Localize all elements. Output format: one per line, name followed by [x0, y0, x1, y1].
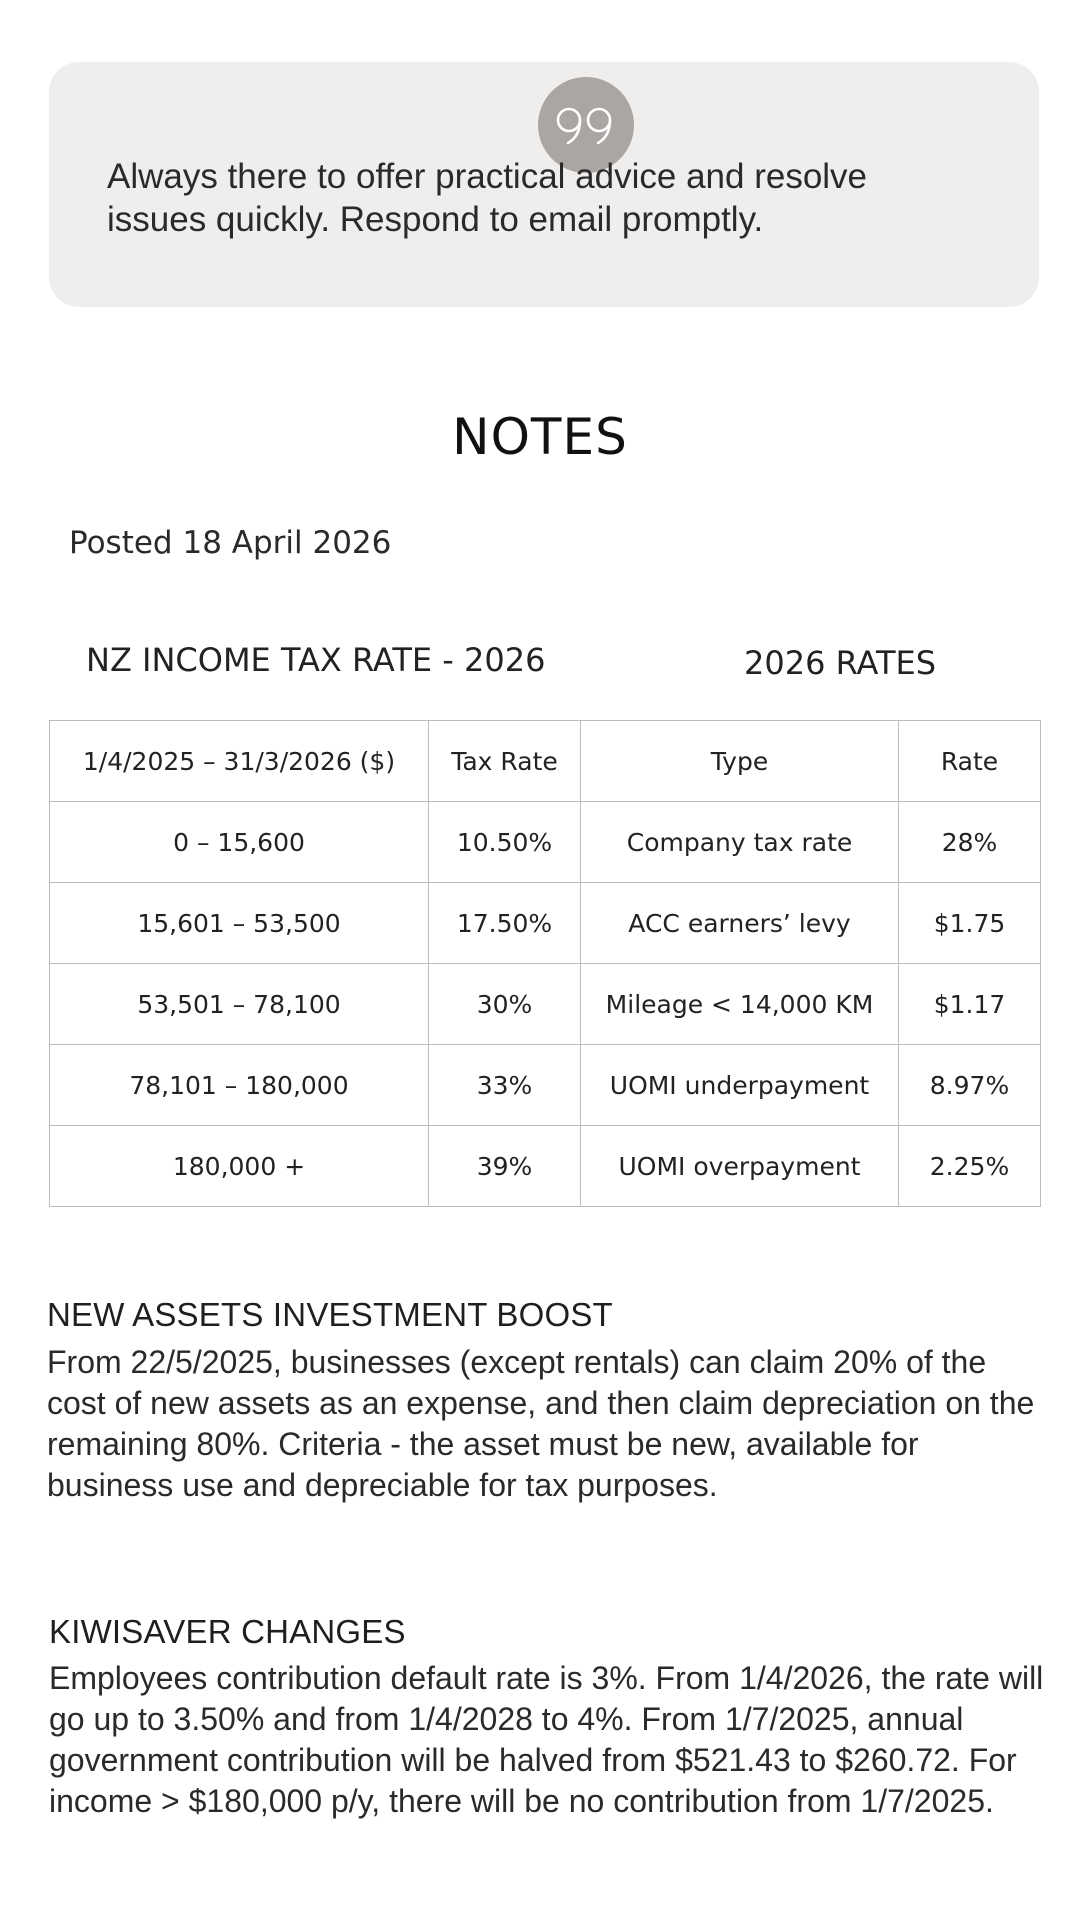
investment-boost-heading: NEW ASSETS INVESTMENT BOOST: [47, 1296, 613, 1333]
tax-rate-cell: 30%: [429, 964, 581, 1045]
header-type: Type: [581, 721, 899, 802]
table-row: [50, 964, 1041, 1045]
table-header-row: [50, 721, 1041, 802]
income-range-cell: 15,601 – 53,500: [50, 883, 429, 964]
tax-rate-cell: 17.50%: [429, 883, 581, 964]
type-cell: Company tax rate: [581, 802, 899, 883]
table-row: [50, 802, 1041, 883]
rate-cell: 28%: [899, 802, 1041, 883]
table-row: [50, 1045, 1041, 1126]
rate-cell: 8.97%: [899, 1045, 1041, 1126]
header-income-range: 1/4/2025 – 31/3/2026 ($): [50, 721, 429, 802]
investment-boost-body: From 22/5/2025, businesses (except rentals) can claim 20% of the cost of new assets as an expense, and then claim depreciation on the remaining 80%. Criteria - the asset must be new, available for business use and depreciable for tax purposes.: [47, 1344, 1035, 1503]
testimonial-text: Always there to offer practical advice and resolve issues quickly. Respond to email promptly.: [107, 157, 868, 239]
header-tax-rate: Tax Rate: [429, 721, 581, 802]
rates-title: 2026 RATES: [744, 644, 937, 682]
kiwisaver-body: Employees contribution default rate is 3%. From 1/4/2026, the rate will go up to 3.50% and from 1/4/2028 to 4%. From 1/7/2025, annual government contribution will be halved from $521.43 to $260.72. For income > $180,000 p/y, there will be no contribution from 1/7/2025.: [49, 1660, 1044, 1819]
type-cell: UOMI underpayment: [581, 1045, 899, 1126]
type-cell: ACC earners’ levy: [581, 883, 899, 964]
table-row: [50, 883, 1041, 964]
income-range-cell: 0 – 15,600: [50, 802, 429, 883]
header-rate: Rate: [899, 721, 1041, 802]
tax-rates-table: [49, 720, 1041, 1207]
kiwisaver-heading: KIWISAVER CHANGES: [49, 1613, 406, 1650]
type-cell: UOMI overpayment: [581, 1126, 899, 1207]
type-cell: Mileage < 14,000 KM: [581, 964, 899, 1045]
income-range-cell: 180,000 +: [50, 1126, 429, 1207]
tax-rate-cell: 39%: [429, 1126, 581, 1207]
income-tax-title: NZ INCOME TAX RATE - 2026: [86, 641, 546, 679]
rate-cell: 2.25%: [899, 1126, 1041, 1207]
rate-cell: $1.17: [899, 964, 1041, 1045]
page-title: NOTES: [452, 408, 628, 466]
tax-rate-cell: 10.50%: [429, 802, 581, 883]
rate-cell: $1.75: [899, 883, 1041, 964]
quote-icon: [555, 104, 617, 146]
posted-date: Posted 18 April 2026: [69, 525, 392, 561]
tax-rate-cell: 33%: [429, 1045, 581, 1126]
income-range-cell: 53,501 – 78,100: [50, 964, 429, 1045]
income-range-cell: 78,101 – 180,000: [50, 1045, 429, 1126]
table-row: [50, 1126, 1041, 1207]
